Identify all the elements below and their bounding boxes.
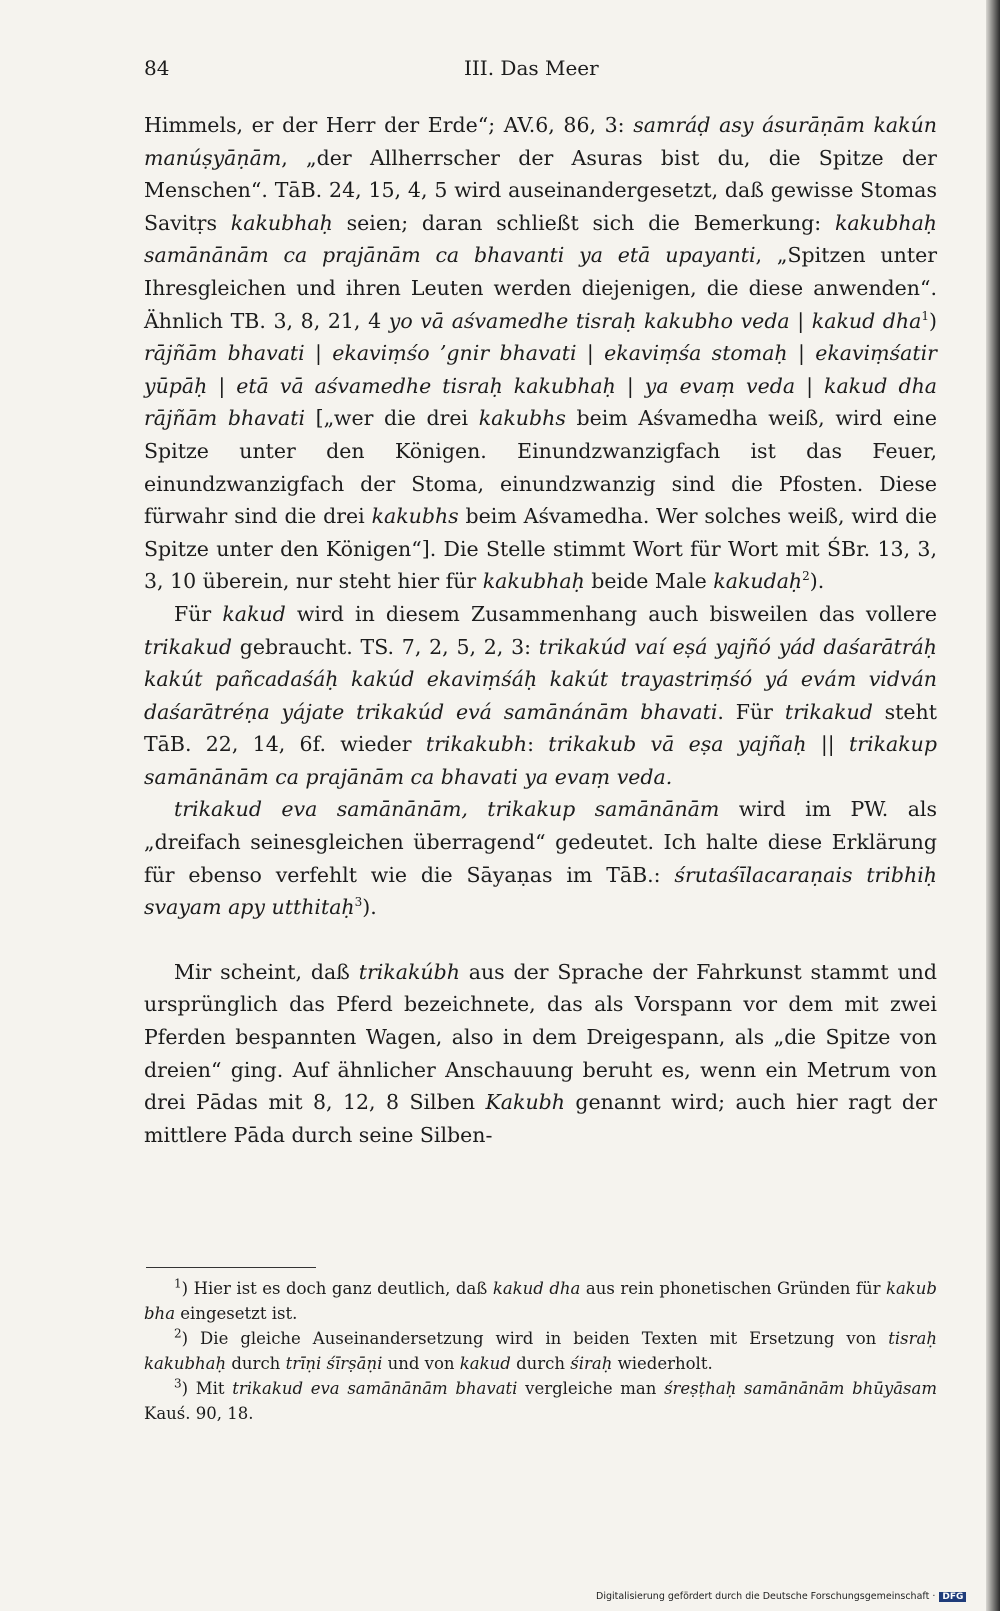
page-header [144,56,938,82]
text-run: ). [362,895,377,920]
italic-phrase: tisraḥ kakubhaḥ [144,1329,937,1373]
footnote-marker: 3 [174,1376,182,1391]
paragraph-p3 [144,793,937,923]
page-number: 84 [144,56,170,80]
italic-phrase: trikakud eva samānānām bhavati [232,1379,518,1398]
footnote-marker: 2 [802,569,810,584]
italic-phrase: kakud [459,1354,511,1373]
footnote-marker: 1 [174,1276,182,1291]
footnote-marker: 2 [174,1326,182,1341]
italic-phrase: trikakud [784,699,873,724]
text-run: eingesetzt ist. [175,1304,298,1323]
text-run: , „der Allherrscher der Asuras bist du, die Spitze der Menschen“. TāB. 24, 15, 4, 5 wird auseinandergesetzt, daß gewisse Stomas Savitṛs [144,145,937,235]
paragraph-p4 [144,956,937,1152]
footnote-marker: 3 [354,895,363,910]
text-run: durch [510,1354,571,1373]
italic-phrase: trikakúbh [358,959,460,984]
italic-phrase: samráḍ asy ásurāṇām kakún manúṣyāṇām [144,113,937,170]
italic-phrase: trikakub vā eṣa yajñaḥ || trikakup samānānām ca prajānām ca bhavati ya evaṃ veda. [144,732,937,789]
italic-phrase: trikakud [144,634,232,659]
text-run: aus rein phonetischen Gründen für [580,1279,886,1298]
text-run: genannt wird; auch hier ragt der mittlere Pāda durch seine Silben- [144,1090,937,1147]
italic-phrase: trikakubh [425,732,528,757]
text-run: : [527,732,549,757]
italic-phrase: śiraḥ [570,1354,613,1373]
footnote-marker: 1 [921,308,929,323]
book-spine-shadow [986,0,1000,1611]
text-run: ) Mit [181,1379,233,1398]
text-run: Für [174,601,223,626]
italic-phrase: kakubhaḥ [230,210,333,235]
text-run: wird in diesem Zusammenhang auch bisweilen das vollere [285,601,937,626]
footnote-fn2 [144,1326,937,1376]
text-run: durch [226,1354,286,1373]
text-run: [„wer die drei [305,406,479,431]
text-run: beim Aśvamedha weiß, wird eine Spitze unter den Königen. Einundzwanzigfach ist das Feuer, einundzwanzigfach der Stoma, einundzwanzig sind die Pfosten. Diese fürwahr sind die drei [144,406,937,529]
italic-phrase: kakubhs [371,504,459,529]
italic-phrase: kakud dha [492,1279,581,1298]
text-run: wiederholt. [612,1354,713,1373]
italic-phrase: Kakubh [485,1090,565,1115]
text-run: Mir scheint, daß [174,959,359,984]
main-text [144,109,937,1151]
italic-phrase: trīṇi śīrṣāṇi [285,1354,383,1373]
footnote-rule [146,1267,316,1268]
paragraph-p1 [144,109,937,598]
italic-phrase: rājñām bhavati | ekaviṃśo ’gnir bhavati | ekaviṃśa stomaḥ | ekaviṃśatir yūpāḥ | etā vā aśvamedhe tisraḥ kakubhaḥ | ya evaṃ veda | kakud dha rājñām bhavati [144,341,937,431]
italic-phrase: kakudaḥ [713,569,803,594]
text-run: . Für [717,699,785,724]
paragraph-p2 [144,598,937,794]
italic-phrase: yo vā aśvamedhe tisraḥ kakubho veda | kakud dha [388,308,922,333]
text-run: beide Male [584,569,714,594]
italic-phrase: trikakúd vaí eṣá yajñó yád daśarātráḥ kakút pañcadaśáḥ kakúd ekaviṃśáḥ kakút trayastriṃśó yá evám vidván daśarātréṇa yájate trikakúd evá samānánām bhavati [144,634,937,724]
text-run: steht TāB. 22, 14, 6f. wieder [144,699,937,757]
italic-phrase: kakud [222,601,286,626]
digitization-credit [596,1591,966,1609]
text-run: ) [929,308,937,333]
text-run: Kauś. 90, 18. [144,1404,254,1423]
credit-text: Digitalisierung gefördert durch die Deutsche Forschungsgemeinschaft · [596,1591,936,1602]
text-run: und von [382,1354,460,1373]
italic-phrase: kakubhaḥ samānānām ca prajānām ca bhavanti ya etā upayanti [144,210,938,268]
italic-phrase: kakubhs [478,406,566,431]
text-run: gebraucht. TS. 7, 2, 5, 2, 3: [232,634,539,659]
italic-phrase: trikakud eva samānānām, trikakup samānānām [174,797,720,822]
running-head: III. Das Meer [464,56,599,80]
text-run: wird im PW. als „dreifach seinesgleichen überragend“ gedeutet. Ich halte diese Erklärung für ebenso verfehlt wie die Sāyaṇas im TāB.: [144,797,937,887]
text-run: seien; daran schließt sich die Bemerkung: [332,210,835,235]
text-run: vergleiche man [517,1379,665,1398]
italic-phrase: śrutaśīlacaraṇais tribhiḥ svayam apy utthitaḥ [144,862,938,920]
text-run: Himmels, er der Herr der Erde“; AV.6, 86, 3: [144,113,634,137]
italic-phrase: kakub bha [144,1279,937,1323]
italic-phrase: śreṣṭhaḥ samānānām bhūyāsam [664,1379,937,1398]
paragraph-gap [144,924,937,956]
text-run: ) Die gleiche Auseinandersetzung wird in beiden Texten mit Ersetzung von [181,1329,889,1348]
dfg-logo: DFG [939,1592,966,1602]
footnote-fn1 [144,1276,937,1326]
italic-phrase: kakubhaḥ [482,569,585,594]
text-run: aus der Sprache der Fahrkunst stammt und ursprünglich das Pferd bezeichnete, das als Vorspann vor dem mit zwei Pferden bespannten Wagen, also in dem Dreigespann, als „die Spitze von dreien“ ging. Auf ähnlicher Anschauung beruht es, wenn ein Metrum von drei Pādas mit 8, 12, 8 Silben [144,959,937,1115]
footnote-fn3 [144,1376,937,1426]
text-run: ). [809,569,825,594]
text-run: , „Spitzen unter Ihresgleichen und ihren Leuten werden diejenigen, die diese anwenden“. Ähnlich TB. 3, 8, 21, 4 [144,243,938,333]
text-run: ) Hier ist es doch ganz deutlich, daß [181,1279,493,1298]
footnotes [144,1276,937,1426]
text-run: beim Aśvamedha. Wer solches weiß, wird die Spitze unter den Königen“]. Die Stelle stimmt Wort für Wort mit ŚBr. 13, 3, 3, 10 überein, nur steht hier für [144,504,937,594]
